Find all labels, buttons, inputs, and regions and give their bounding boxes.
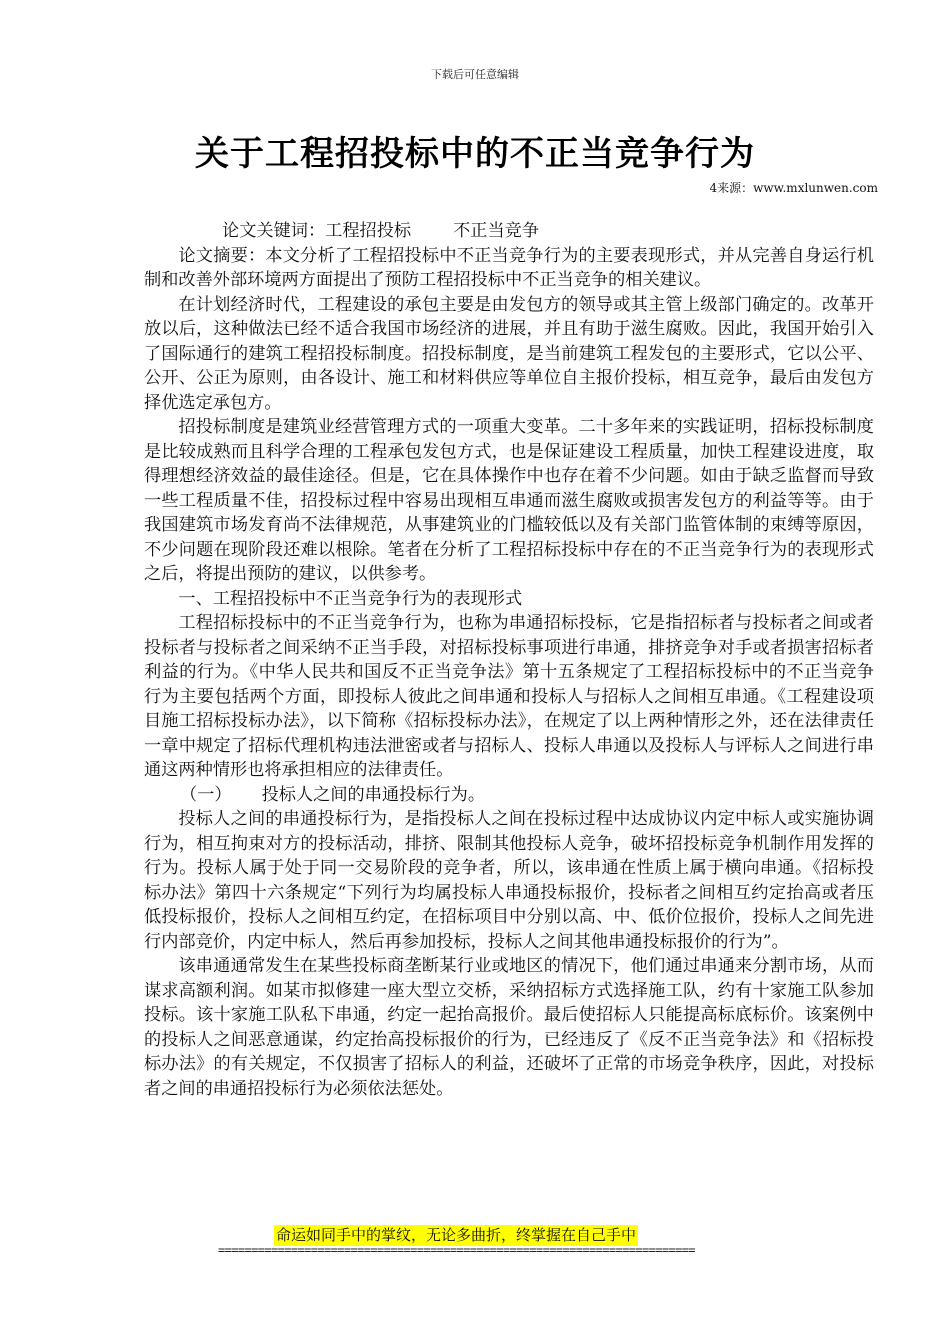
subsection-title: 投标人之间的串通投标行为。 (261, 784, 486, 805)
abstract-paragraph: 论文摘要：本文分析了工程招投标中不正当竞争行为的主要表现形式，并从完善自身运行机制和改善外部环境两方面提出了预防工程招投标中不正当竞争的相关建议。 (144, 245, 874, 290)
subsection-number: （一） (180, 784, 232, 805)
body-paragraph: 在计划经济时代，工程建设的承包主要是由发包方的领导或其主管上级部门确定的。改革开放以后，这种做法已经不适合我国市场经济的进展，并且有助于滋生腐败。因此，我国开始引入了国际通行的建筑工程招投标制度。招投标制度，是当前建筑工程发包的主要形式，它以公平、公开、公正为原则，由各设计、施工和材料供应等单位自主报价投标，相互竞争，最后由发包方择优选定承包方。 (144, 294, 874, 413)
body-paragraph: 工程招标投标中的不正当竞争行为，也称为串通招标投标，它是指招标者与投标者之间或者投标者与投标者之间采纳不正当手段，对招标投标事项进行串通，排挤竞争对手或者损害招标者利益的行为。《中华人民共和国反不正当竞争法》第十五条规定了工程招标投标中的不正当竞争行为主要包括两个方面，即投标人彼此之间串通和投标人与招标人之间相互串通。《工程建设项目施工招标投标办法》，以下简称《招标投标办法》，在规定了以上两种情形之外，还在法律责任一章中规定了招标代理机构违法泄密或者与招标人、投标人串通以及投标人与评标人之间进行串通这两种情形也将承担相应的法律责任。 (144, 613, 874, 780)
body-paragraph: 该串通通常发生在某些投标商垄断某行业或地区的情况下，他们通过串通来分割市场，从而谋求高额利润。如某市拟修建一座大型立交桥，采纳招标方式选择施工队，约有十家施工队参加投标。该十家施工队私下串通，约定一起抬高报价。最后使招标人只能提高标底标价。该案例中的投标人之间恶意通谋，约定抬高投标报价的行为，已经违反了《反不正当竞争法》和《招标投标办法》的有关规定，不仅损害了招标人的利益，还破坏了正常的市场竞争秩序，因此，对投标者之间的串通招投标行为必须依法惩处。 (144, 956, 874, 1099)
keywords-line (144, 219, 874, 244)
keywords-second: 不正当竞争 (453, 221, 540, 241)
keywords-label: 论文关键词：工程招投标 (222, 221, 412, 241)
document-body (144, 219, 874, 1101)
body-paragraph: 招投标制度是建筑业经营管理方式的一项重大变革。二十多年来的实践证明，招标投标制度是比较成熟而且科学合理的工程承包发包方式，也是保证建设工程质量，加快工程建设进度，取得理想经济效益的最佳途径。但是，它在具体操作中也存在着不少问题。如由于缺乏监督而导致一些工程质量不佳，招投标过程中容易出现相互串通而滋生腐败或损害发包方的利益等等。由于我国建筑市场发育尚不法律规范，从事建筑业的门槛较低以及有关部门监管体制的束缚等原因，不少问题在现阶段还难以根除。笔者在分析了工程招标投标中存在的不正当竞争行为的表现形式之后，将提出预防的建议，以供参考。 (144, 417, 874, 584)
body-paragraph: 投标人之间的串通投标行为，是指投标人之间在投标过程中达成协议内定中标人或实施协调行为，相互拘束对方的投标活动，排挤、限制其他投标人竞争，破坏招投标竞争机制作用发挥的行为。投标人属于处于同一交易阶段的竞争者，所以，该串通在性质上属于横向串通。《招标投标办法》第四十六条规定“下列行为均属投标人串通投标报价，投标者之间相互约定抬高或者压低投标报价，投标人之间相互约定，在招标项目中分别以高、中、低价位报价，投标人之间先进行内部竞价，内定中标人，然后再参加投标，投标人之间其他串通投标报价的行为”。 (144, 809, 874, 952)
section-heading: 一、工程招投标中不正当竞争行为的表现形式 (178, 588, 523, 609)
source-line: 4来源：www.mxlunwen.com (709, 181, 878, 195)
footer-divider: ======================================================================== (218, 1243, 695, 1257)
subsection-heading (144, 783, 874, 808)
header-note: 下载后可任意编辑 (431, 68, 519, 81)
document-title: 关于工程招投标中的不正当竞争行为 (195, 134, 755, 174)
footer-motto: 命运如同手中的掌纹，无论多曲折，终掌握在自己手中 (276, 1226, 637, 1244)
